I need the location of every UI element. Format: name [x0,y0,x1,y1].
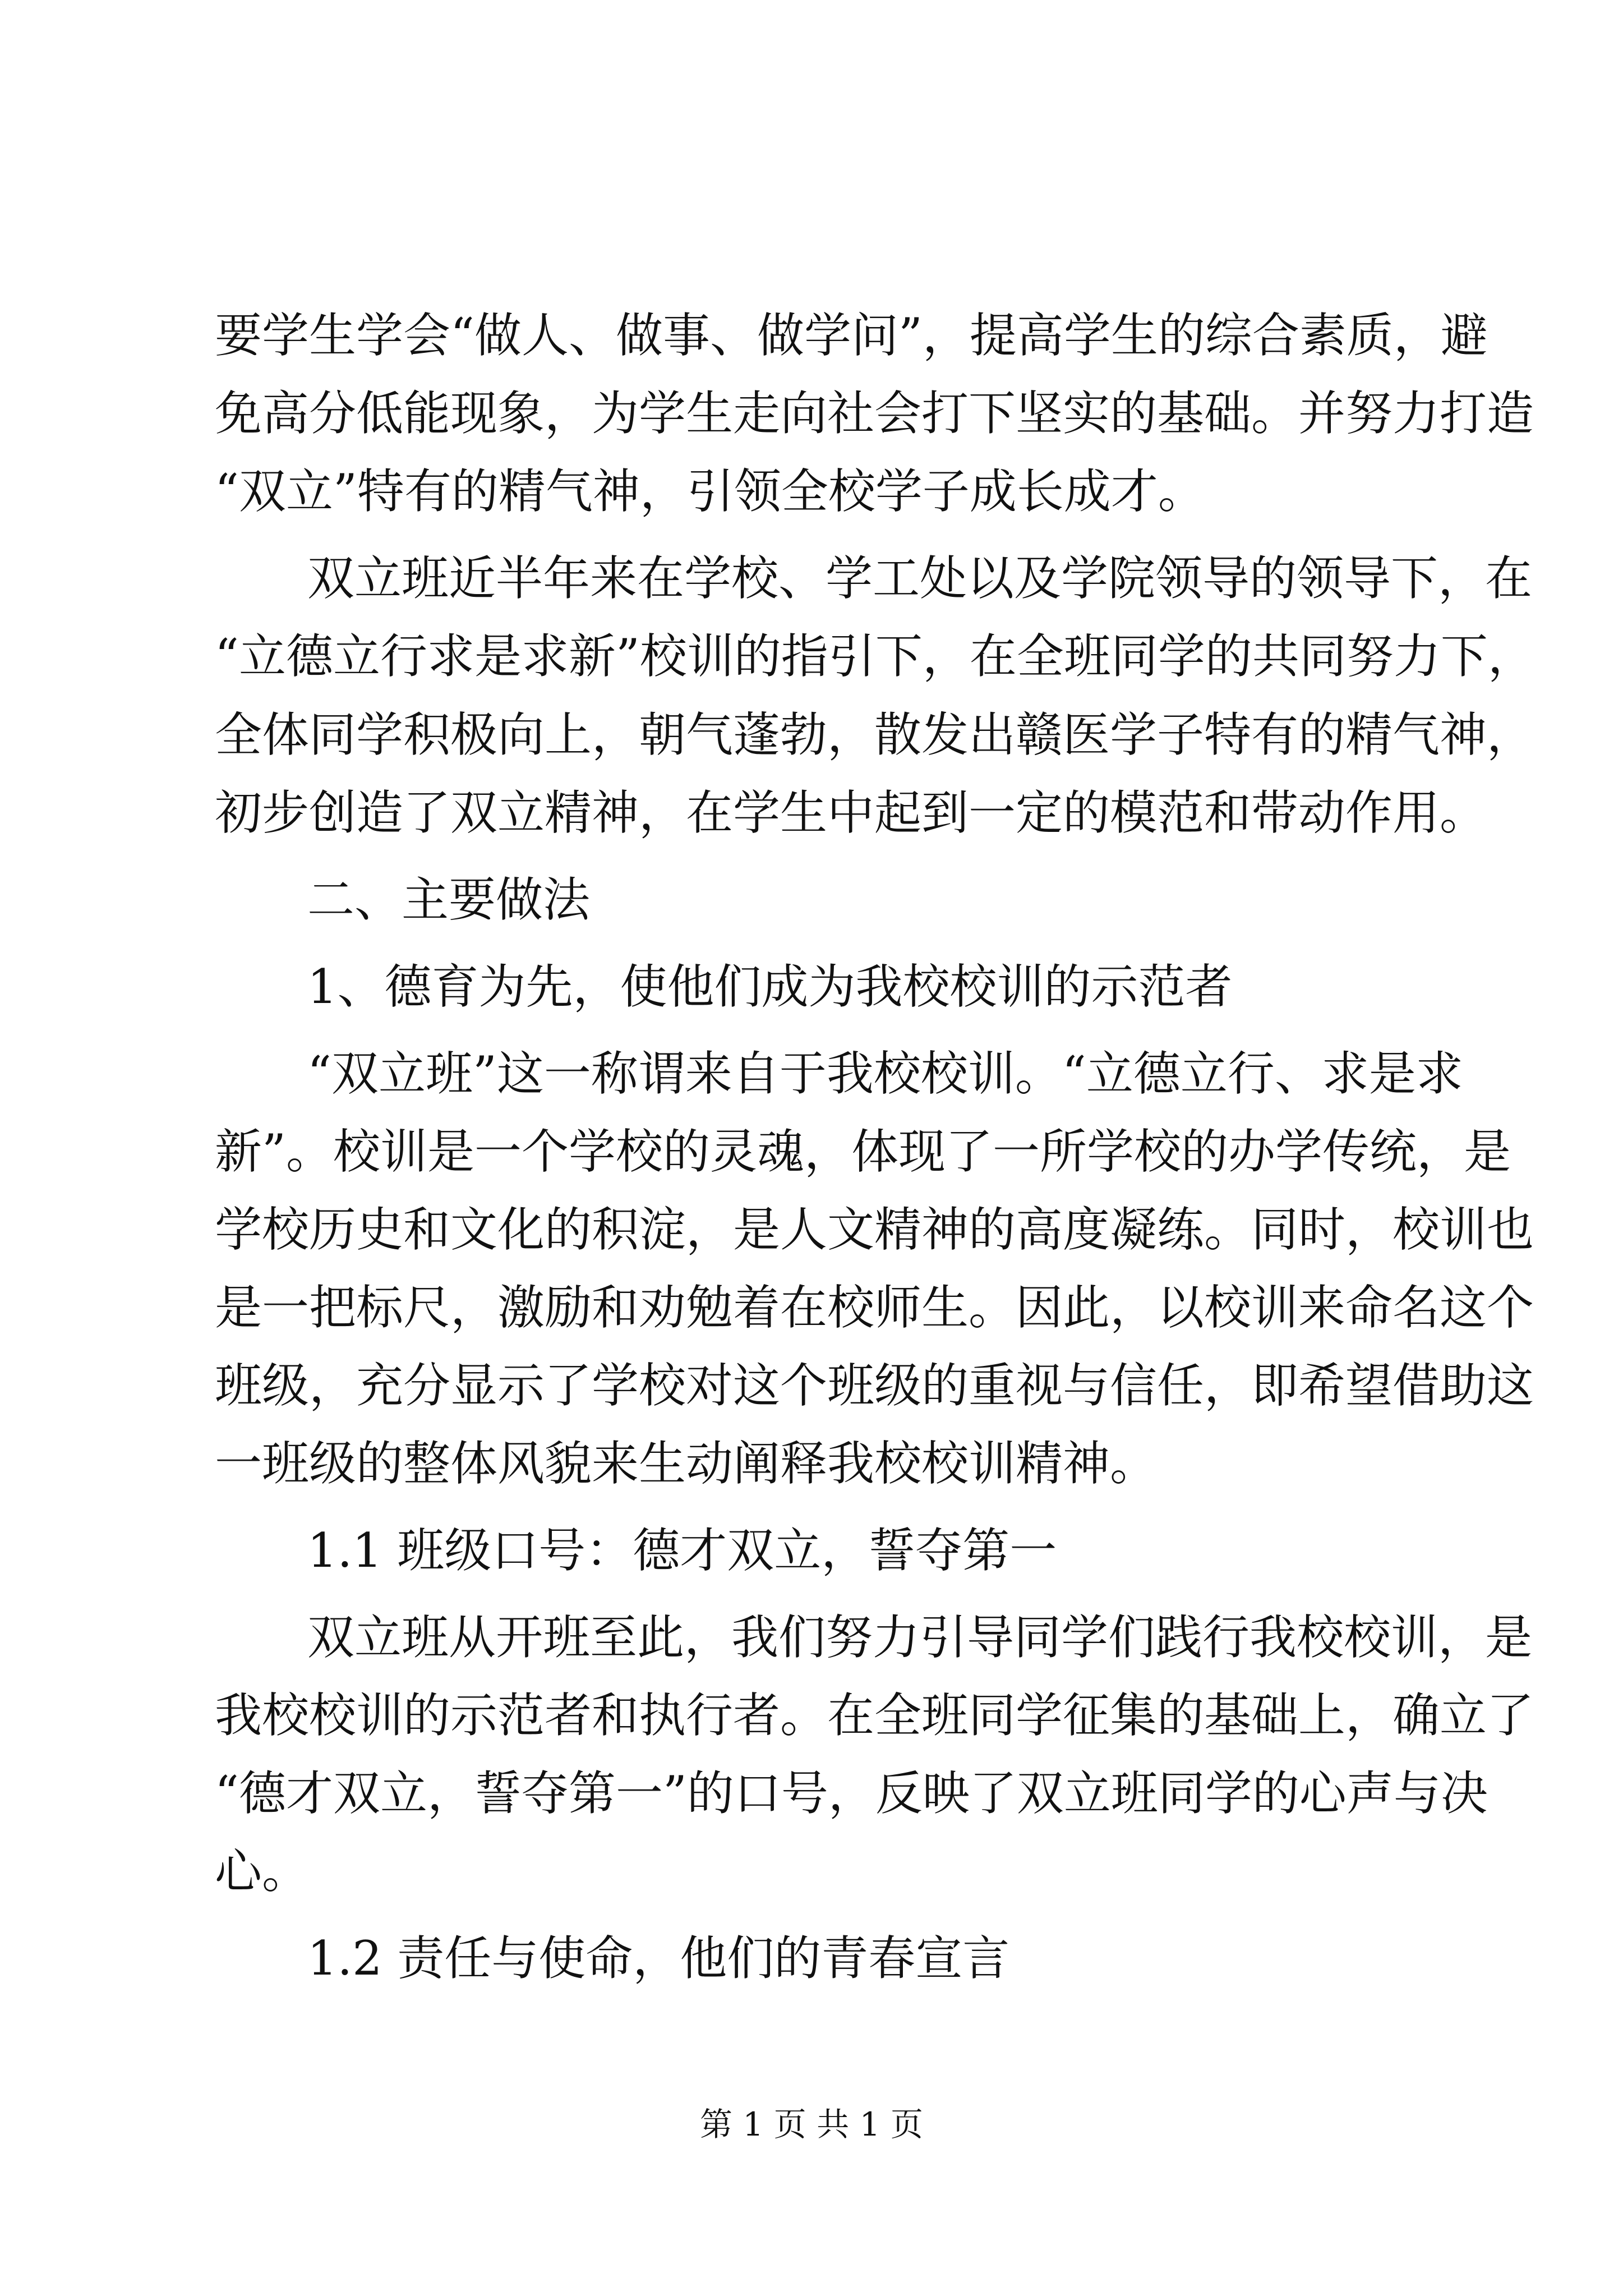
text-line: 双立班从开班至此，我们努力引导同学们践行我校校训，是 [307,1610,1533,1665]
text-line: “双立”特有的精气神，引领全校学子成长成才。 [215,464,1205,519]
text-line: “双立班”这一称谓来自于我校校训。“立德立行、求是求 [307,1046,1463,1101]
text-line: 新”。校训是一个学校的灵魂，体现了一所学校的办学传统，是 [215,1124,1511,1179]
text-line: 班级，充分显示了学校对这个班级的重视与信任，即希望借助这 [215,1358,1534,1413]
subsection-heading: 1、德育为先，使他们成为我校校训的示范者 [307,959,1233,1014]
text-line: 我校校训的示范者和执行者。在全班同学征集的基础上，确立了 [215,1688,1534,1743]
subsection-heading: 1.1 班级口号：德才双立，誓夺第一 [307,1523,1057,1578]
text-line: 免高分低能现象，为学生走向社会打下坚实的基础。并努力打造 [215,386,1534,441]
section-heading: 二、主要做法 [307,872,591,927]
page-footer: 第 1 页 共 1 页 [700,2105,923,2143]
text-line: “德才双立，誓夺第一”的口号，反映了双立班同学的心声与决 [215,1766,1488,1821]
text-line: 一班级的整体风貌来生动阐释我校校训精神。 [215,1436,1158,1491]
text-line: 学校历史和文化的积淀，是人文精神的高度凝练。同时，校训也 [215,1202,1534,1257]
subsection-heading: 1.2 责任与使命，他们的青春宣言 [307,1931,1010,1986]
text-line: 要学生学会“做人、做事、做学问”，提高学生的综合素质，避 [215,308,1488,363]
text-line: “立德立行求是求新”校训的指引下，在全班同学的共同努力下， [215,629,1535,684]
text-line: 全体同学积极向上，朝气蓬勃，散发出赣医学子特有的精气神， [215,707,1534,762]
text-line: 初步创造了双立精神，在学生中起到一定的模范和带动作用。 [215,785,1487,840]
text-line: 心。 [215,1844,310,1899]
text-line: 是一把标尺，激励和劝勉着在校师生。因此，以校训来命名这个 [215,1280,1534,1335]
text-line: 双立班近半年来在学校、学工处以及学院领导的领导下，在 [307,551,1533,606]
